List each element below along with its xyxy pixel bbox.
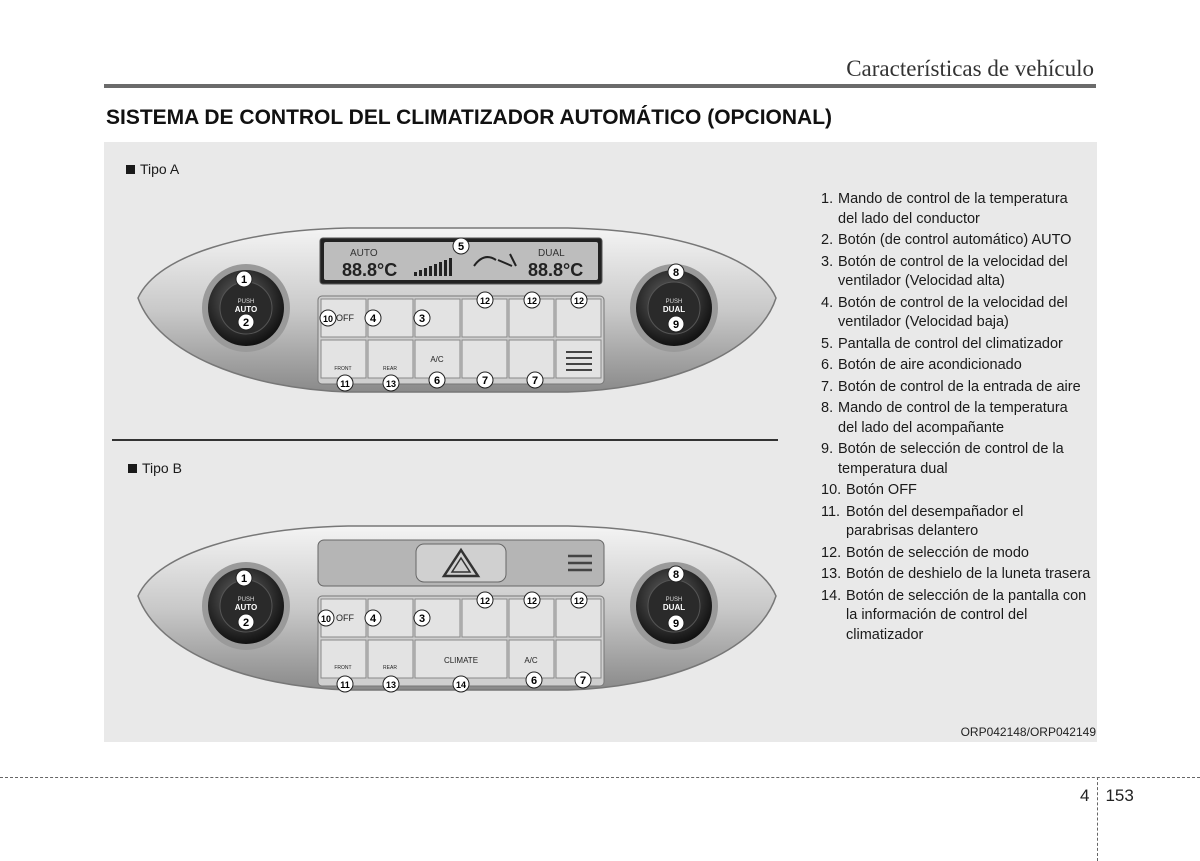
svg-text:6: 6 — [433, 375, 441, 387]
display-right-temp: 88.8°C — [528, 260, 584, 280]
panel-type-a — [118, 224, 796, 396]
svg-text:1: 1 — [240, 573, 248, 585]
section-title: SISTEMA DE CONTROL DEL CLIMATIZADOR AUTOMÁTICO (OPCIONAL) — [106, 106, 833, 129]
btn-climate-label: CLIMATE — [443, 656, 479, 665]
header-rule — [104, 84, 1096, 88]
display-dual-label: DUAL — [538, 248, 565, 259]
type-b-label — [128, 460, 182, 476]
svg-text:9: 9 — [672, 319, 680, 331]
legend-item: 10. Botón OFF — [821, 482, 917, 498]
svg-text:13: 13 — [385, 680, 397, 690]
running-header-title: Características de vehículo — [846, 56, 1094, 81]
footer-dashed-rule — [0, 777, 1200, 778]
bullet-square-icon — [128, 464, 137, 473]
svg-text:8: 8 — [672, 267, 680, 279]
legend-item: 11. Botón del desempañador el parabrisas delantero — [821, 503, 1024, 539]
svg-text:REAR: REAR — [383, 665, 397, 671]
svg-text:2: 2 — [242, 317, 250, 329]
type-divider — [112, 439, 778, 441]
svg-text:FRONT: FRONT — [334, 665, 352, 671]
svg-text:PUSH: PUSH — [237, 597, 255, 603]
svg-text:12: 12 — [573, 296, 585, 306]
svg-text:8: 8 — [672, 569, 680, 581]
svg-text:11: 11 — [340, 680, 350, 690]
svg-text:12: 12 — [479, 596, 491, 606]
legend-item: 3. Botón de control de la velocidad del ventilador (Velocidad alta) — [821, 253, 1068, 289]
display-left-temp: 88.8°C — [342, 260, 398, 280]
svg-text:12: 12 — [479, 296, 491, 306]
type-b-text: Tipo B — [142, 460, 182, 476]
btn-ac-label: A/C — [430, 355, 444, 364]
svg-text:3: 3 — [418, 613, 426, 625]
svg-text:11: 11 — [340, 379, 350, 389]
display-auto-label: AUTO — [350, 248, 378, 259]
panel-type-b — [118, 522, 796, 694]
svg-text:2: 2 — [242, 617, 250, 629]
svg-text:DUAL: DUAL — [662, 305, 686, 314]
legend-item: 4. Botón de control de la velocidad del ventilador (Velocidad baja) — [821, 294, 1068, 330]
type-a-label — [126, 161, 179, 177]
btn-off-label: OFF — [336, 313, 354, 323]
legend-item: 6. Botón de aire acondicionado — [821, 357, 1022, 373]
legend-item: 2. Botón (de control automático) AUTO — [821, 232, 1072, 248]
bullet-square-icon — [126, 165, 135, 174]
svg-text:7: 7 — [531, 375, 539, 387]
btn-front-label: FRONT — [334, 366, 352, 372]
legend-list — [821, 190, 1091, 647]
legend-item: 9. Botón de selección de control de la temperatura dual — [821, 441, 1064, 477]
svg-text:DUAL: DUAL — [662, 603, 686, 612]
legend-item: 5. Pantalla de control del climatizador — [821, 335, 1063, 352]
svg-text:1: 1 — [240, 274, 248, 286]
legend-item: 7. Botón de control de la entrada de aire — [821, 378, 1081, 395]
svg-text:5: 5 — [457, 241, 465, 253]
svg-text:AUTO: AUTO — [234, 603, 258, 612]
page-number-value: 153 — [1105, 786, 1134, 805]
legend-item: 8. Mando de control de la temperatura del lado del acompañante — [821, 400, 1068, 436]
legend-item: 1. Mando de control de la temperatura del lado del conductor — [821, 191, 1068, 227]
svg-text:9: 9 — [672, 618, 680, 630]
svg-text:12: 12 — [526, 296, 538, 306]
svg-text:7: 7 — [579, 675, 587, 687]
svg-text:12: 12 — [573, 596, 585, 606]
type-a-text: Tipo A — [140, 161, 180, 177]
svg-text:AUTO: AUTO — [234, 305, 258, 314]
svg-text:10: 10 — [322, 314, 334, 324]
legend-item: 12. Botón de selección de modo — [821, 544, 1029, 561]
svg-text:4: 4 — [369, 313, 377, 325]
svg-text:4: 4 — [369, 613, 377, 625]
svg-text:PUSH: PUSH — [237, 299, 255, 305]
svg-text:13: 13 — [385, 379, 397, 389]
section-number: 4 — [1080, 786, 1090, 805]
btn-rear-label: REAR — [383, 366, 397, 372]
svg-text:10: 10 — [320, 614, 332, 624]
svg-text:6: 6 — [530, 675, 538, 687]
legend-item: 13. Botón de deshielo de la luneta trasera — [821, 566, 1091, 582]
svg-text:12: 12 — [526, 596, 538, 606]
page-number — [1080, 786, 1134, 806]
svg-text:PUSH: PUSH — [665, 299, 683, 305]
svg-text:OFF: OFF — [336, 613, 354, 623]
figure-code: ORP042148/ORP042149 — [960, 725, 1096, 739]
svg-text:A/C: A/C — [524, 656, 538, 665]
svg-text:14: 14 — [455, 680, 467, 690]
svg-text:PUSH: PUSH — [665, 597, 683, 603]
legend-item: 14. Botón de selección de la pantalla con la información de control del climatizador — [821, 587, 1087, 643]
svg-text:7: 7 — [481, 375, 489, 387]
svg-text:3: 3 — [418, 313, 426, 325]
